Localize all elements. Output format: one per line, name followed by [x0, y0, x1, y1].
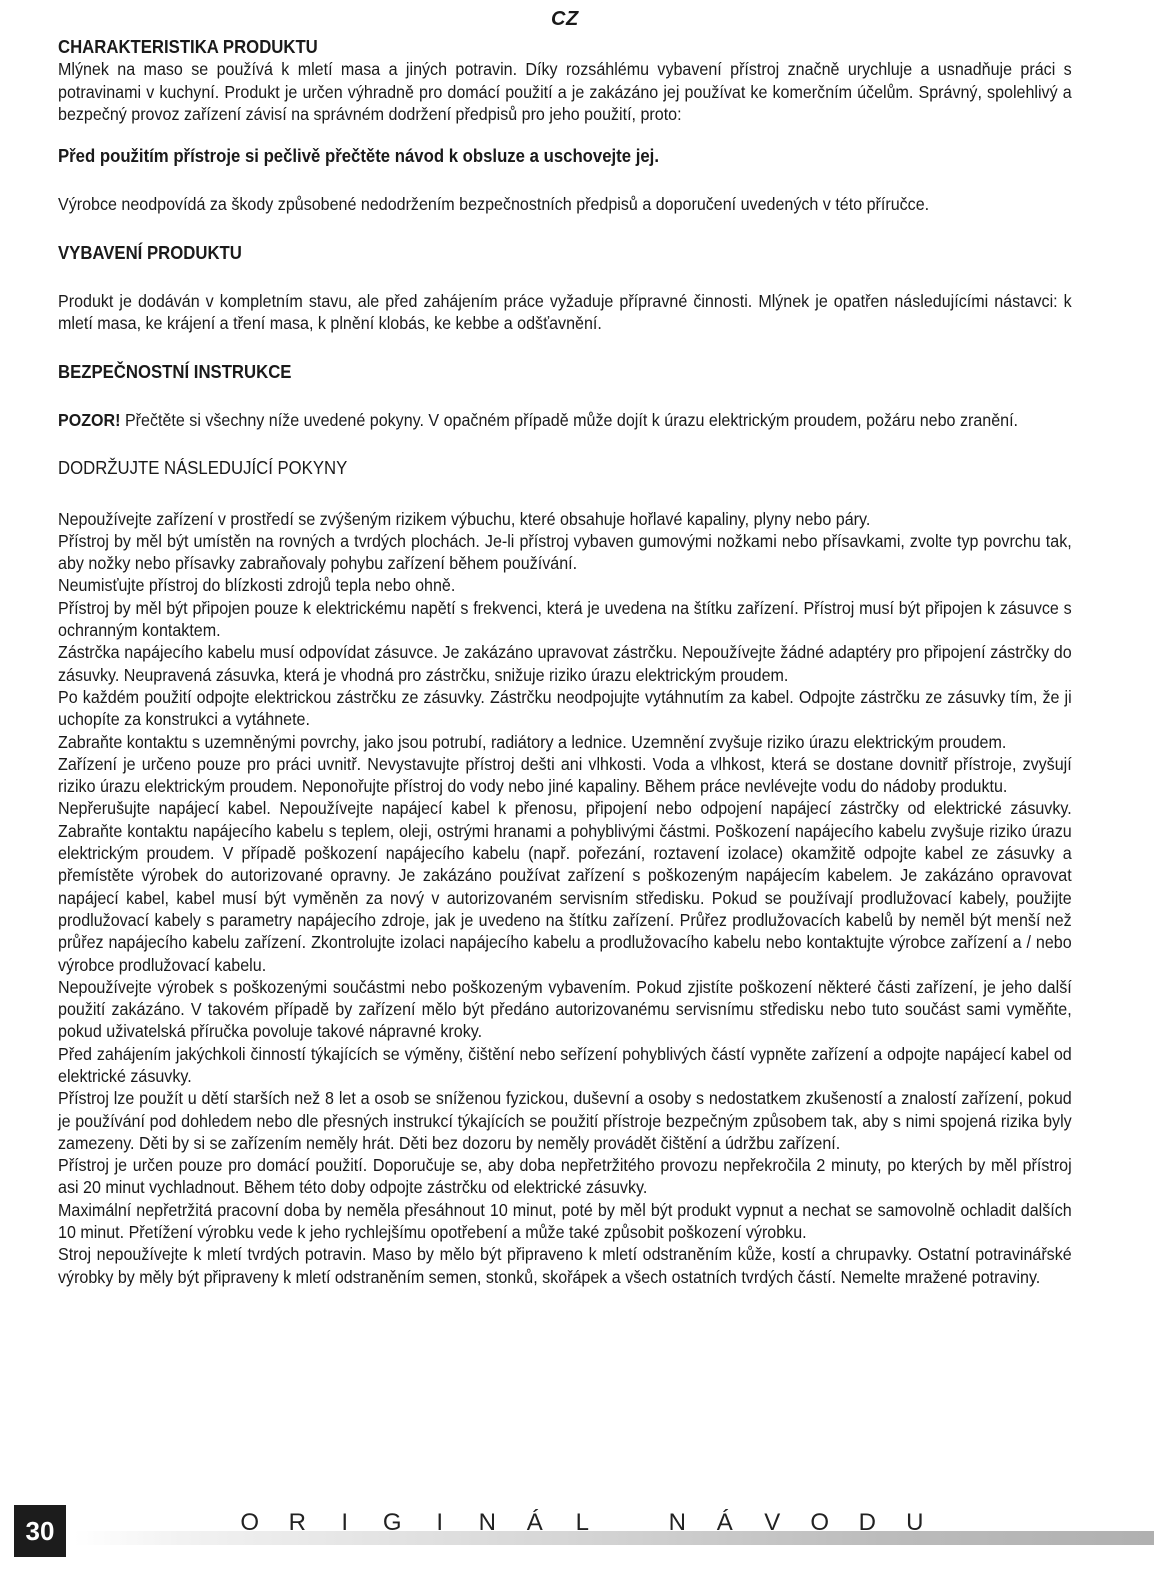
warning-label: POZOR! [58, 409, 121, 430]
follow-instructions-heading: DODRŽUJTE NÁSLEDUJÍCÍ POKYNY [58, 458, 348, 479]
footer-title-letter: I [436, 1509, 444, 1536]
footer-title-letter: G [382, 1509, 402, 1536]
instruction-item: Neumisťujte přístroj do blízkosti zdrojů tepla nebo ohně. [58, 575, 456, 596]
instruction-item: Stroj nepoužívejte k mletí tvrdých potravin. Maso by mělo být připraveno k mletí odstraněním kůže, kostí a chrupavky. Ostatní potravinářské výrobky by měly být připraveny k mletí odstraněním semen, stonků, skořápek a všech ostatních tvrdých částí. Nemelte mražené potraviny. [58, 1244, 1072, 1287]
footer-title-letter: V [764, 1509, 781, 1536]
instruction-item: Zástrčka napájecího kabelu musí odpovídat zásuvce. Je zakázáno upravovat zástrčku. Nepoužívejte žádné adaptéry pro připojení zástrčky do zásuvky. Neupravená zásuvka, která je vhodná pro zástrčku, snižuje riziko úrazu elektrickým proudem. [58, 642, 1072, 685]
warning-paragraph [58, 409, 1072, 431]
instruction-item: Po každém použití odpojte elektrickou zástrčku ze zásuvky. Zástrčku neodpojujte vytáhnutím za kabel. Odpojte zástrčku ze zásuvky tím, že ji uchopíte za konstrukci a vytáhnete. [58, 686, 1072, 730]
page-number: 30 [14, 1505, 66, 1557]
language-code: CZ [551, 8, 579, 30]
footer-title-letter: Á [716, 1509, 733, 1536]
footer-title-letter: N [478, 1509, 496, 1536]
footer-title-letter: D [858, 1509, 876, 1536]
characteristics-paragraph: Mlýnek na maso se používá k mletí masa a jiných potravin. Díky rozsáhlému vybavení přístroj značně urychluje a usnadňuje práci s potravinami v kuchyní. Produkt je určen výhradně pro domácí použití a je zakázáno jej používat ke komerčním účelům. Správný, spolehlivý a bezpečný provoz zařízení závisí na správném dodržení předpisů pro jeho použití, proto: [58, 59, 1072, 124]
instruction-item: Nepoužívejte zařízení v prostředí se zvýšeným rizikem výbuchu, které obsahuje hořlavé kapaliny, plyny nebo páry. [58, 508, 871, 529]
liability-paragraph: Výrobce neodpovídá za škody způsobené nedodržením bezpečnostních předpisů a doporučení uvedených v této příručce. [58, 194, 930, 215]
footer-title-letter: U [906, 1509, 924, 1536]
read-manual-notice: Před použitím přístroje si pečlivě přečtěte návod k obsluze a uschovejte jej. [58, 146, 659, 167]
instruction-item: Maximální nepřetržitá pracovní doba by neměla přesáhnout 10 minut, poté by měl být produkt vypnut a nechat se samovolně ochladit dalších 10 minut. Přetížení výrobku vede k jeho rychlejšímu opotřebení a může také způsobit poškození výrobku. [58, 1199, 1072, 1243]
footer-title-letter: L [575, 1509, 589, 1536]
footer-title-letter: N [668, 1509, 686, 1536]
footer-title [226, 1509, 939, 1537]
instruction-item: Přístroj by měl být připojen pouze k elektrickému napětí s frekvenci, která je uvedena na štítku zařízení. Přístroj musí být připojen k zásuvce s ochranným kontaktem. [58, 597, 1072, 641]
footer-title-letter: O [810, 1509, 830, 1536]
footer-title-letter [606, 1509, 654, 1537]
instruction-item: Nepoužívejte výrobek s poškozenými součástmi nebo poškozeným vybavením. Pokud zjistíte poškození některé části zařízení, je jeho další použití zakázáno. V takovém případě by zařízení mělo být předáno autorizovanému servisnímu středisku nebo tuto součást sami vyměňte, pokud uživatelská příručka povoluje takové nápravné kroky. [58, 976, 1072, 1042]
instruction-item: Přístroj lze použít u dětí starších než 8 let a osob se sníženou fyzickou, duševní a osoby s nedostatkem zkušeností a znalostí zařízení, pokud je používání pod dohledem nebo dle přesných instrukcí týkajících se použití přístroje bezpečným způsobem tak, aby s nimi spojená rizika byly zamezeny. Děti by si se zařízením neměly hrát. Děti bez dozoru by neměly provádět čištění a údržbu zařízení. [58, 1088, 1072, 1153]
instruction-item: Zařízení je určeno pouze pro práci uvnitř. Nevystavujte přístroj dešti ani vlhkosti. Voda a vlhkost, která se dostane dovnitř přístroje, zvyšují riziko úrazu elektrickým proudem. Neponořujte přístroj do vody nebo jiné kapaliny. Během práce nevlévejte vodu do nádoby produktu. [58, 753, 1072, 797]
instruction-item: Zabraňte kontaktu s uzemněnými povrchy, jako jsou potrubí, radiátory a lednice. Uzemnění zvyšuje riziko úrazu elektrickým proudem. [58, 731, 1007, 752]
safety-heading: BEZPEČNOSTNÍ INSTRUKCE [58, 361, 292, 382]
instruction-item: Přístroj je určen pouze pro domácí použití. Doporučuje se, aby doba nepřetržitého provozu nepřekročila 2 minuty, po kterých by měl přístroj asi 20 minut vychladnout. Během této doby odpojte zástrčku od elektrické zásuvky. [58, 1155, 1072, 1198]
footer-title-letter: Á [526, 1509, 543, 1536]
characteristics-heading: CHARAKTERISTIKA PRODUKTU [58, 37, 318, 57]
equipment-paragraph: Produkt je dodáván v kompletním stavu, ale před zahájením práce vyžaduje přípravné činnosti. Mlýnek je opatřen následujícími nástavci: k mletí masa, ke krájení a tření masa, k plnění klobás, ke kebbe a odšťavnění. [58, 291, 1072, 334]
instruction-item: Před zahájením jakýchkoli činností týkajících se výměny, čištění nebo seřízení pohyblivých částí vypněte zařízení a odpojte napájecí kabel od elektrické zásuvky. [58, 1043, 1072, 1086]
instruction-list [58, 508, 1072, 1288]
warning-text: Přečtěte si všechny níže uvedené pokyny. V opačném případě může dojít k úrazu elektrickým proudem, požáru nebo zranění. [120, 409, 1019, 430]
instruction-item: Nepřerušujte napájecí kabel. Nepoužívejte napájecí kabel k přenosu, připojení nebo odpojení napájecí zástrčky od elektrické zásuvky. Zabraňte kontaktu napájecího kabelu s teplem, oleji, ostrými hranami a pohyblivými částmi. Poškození napájecího kabelu zvyšuje riziko úrazu elektrickým proudem. V případě poškození napájecího kabelu (např. pořezání, roztavení izolace) okamžitě odpojte kabel ze zásuvky a přemístěte výrobek do autorizované opravny. Je zakázáno používat zařízení s poškozeným napájecím kabelem. Je zakázáno opravovat napájecí kabel, kabel musí být vyměněn za nový v autorizovaném servisním středisku. Pokud se používají prodlužovací kabely, použijte prodlužovací kabely s parametry napájecího zdroje, jak je uvedeno na štítku zařízení. Průřez prodlužovacích kabelů by neměl být menší než průřez napájecího kabelu zařízení. Zkontrolujte izolaci napájecího kabelu a prodlužovacího kabelu nebo kontaktujte výrobce zařízení a / nebo výrobce prodlužovací kabelu. [58, 798, 1072, 975]
equipment-heading: VYBAVENÍ PRODUKTU [58, 242, 242, 263]
instruction-item: Přístroj by měl být umístěn na rovných a tvrdých plochách. Je-li přístroj vybaven gumovými nožkami nebo přísavkami, zvolte typ povrchu tak, aby nožky nebo přísavky zabraňovaly pohybu zařízení během používání. [58, 530, 1072, 574]
footer-title-letter: I [341, 1509, 349, 1536]
document-body [58, 36, 1072, 1288]
footer-title-letter: O [240, 1509, 260, 1536]
footer-title-letter: R [288, 1509, 306, 1536]
